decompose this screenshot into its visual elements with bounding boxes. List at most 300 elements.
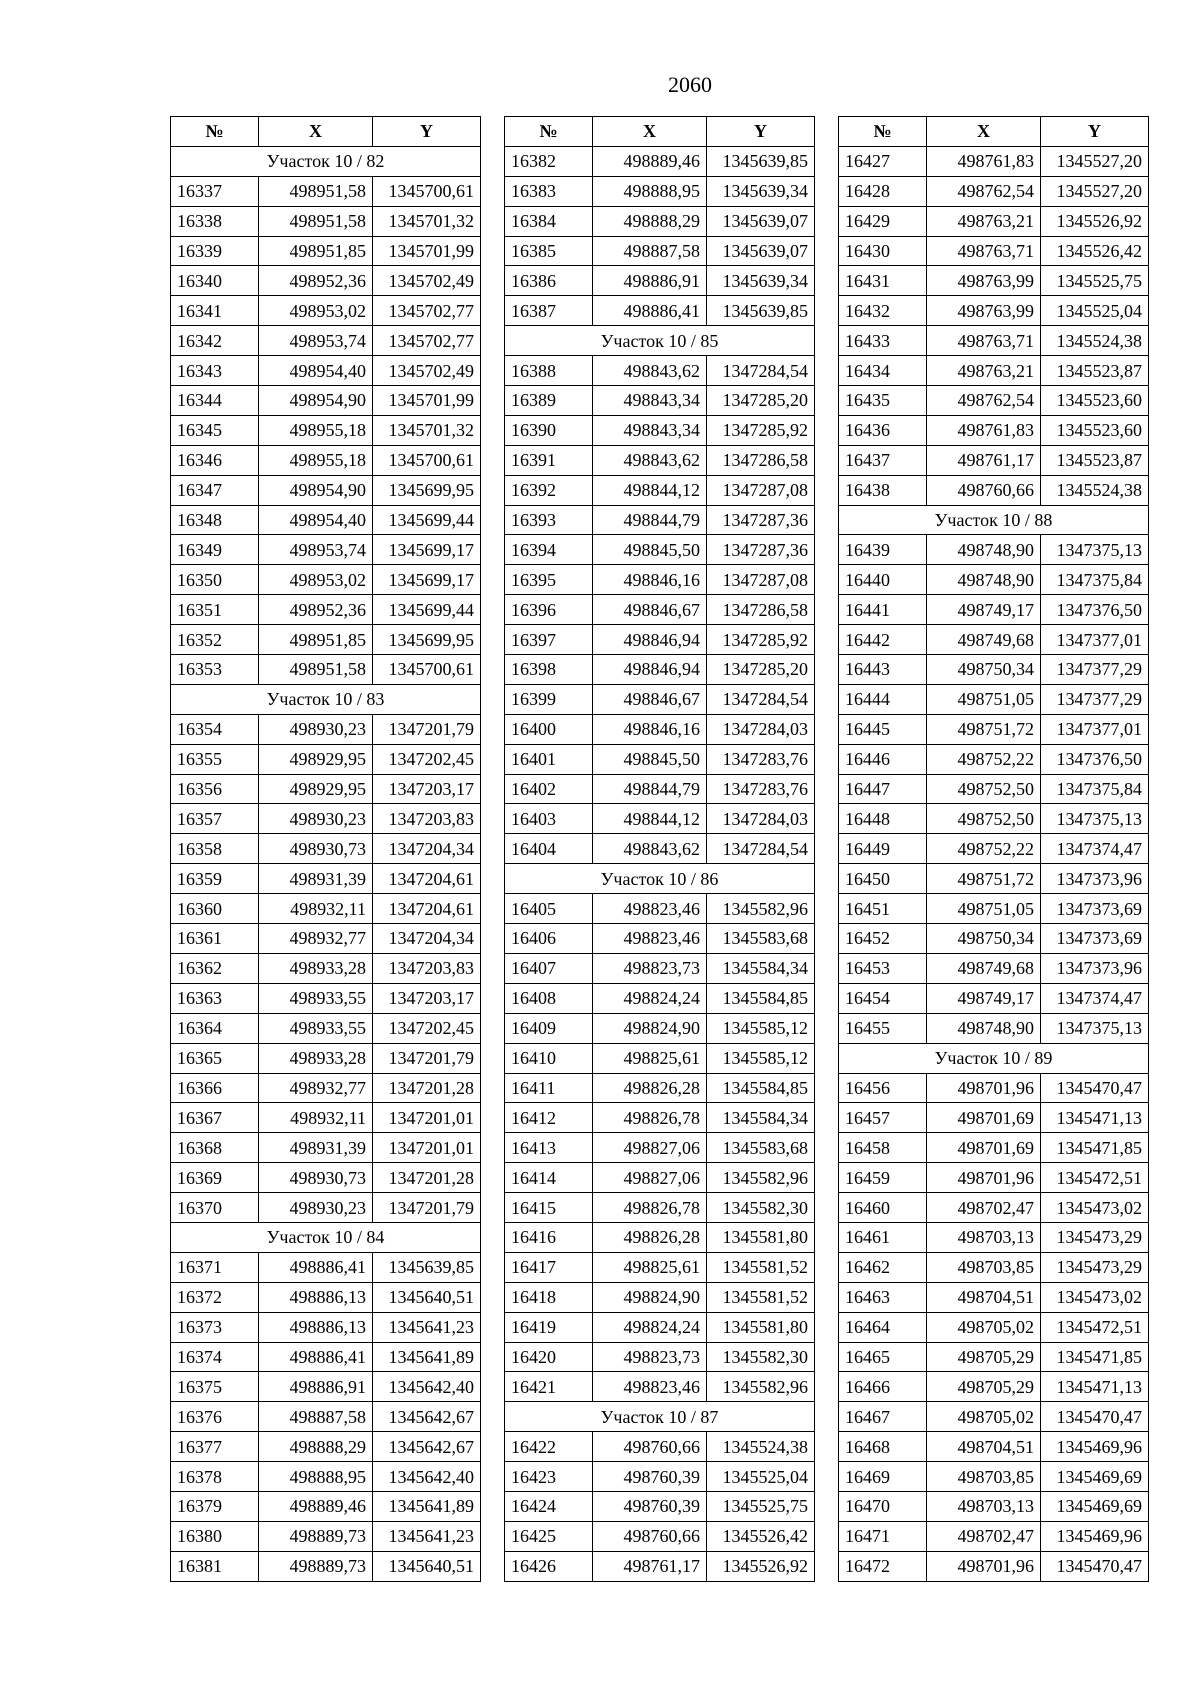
table-row: [839, 326, 1149, 356]
x-cell: 498750,34: [927, 924, 1041, 954]
table-row: [171, 505, 481, 535]
y-cell: 1345584,85: [707, 983, 815, 1013]
x-cell: 498843,62: [593, 356, 707, 386]
x-cell: 498886,91: [593, 266, 707, 296]
table-row: [839, 625, 1149, 655]
y-cell: 1345582,96: [707, 1372, 815, 1402]
x-cell: 498954,90: [259, 475, 373, 505]
y-cell: 1345581,80: [707, 1222, 815, 1252]
point-number-cell: 16367: [171, 1103, 259, 1133]
table-row: [839, 1103, 1149, 1133]
page-number: 2060: [668, 72, 712, 97]
x-cell: 498827,06: [593, 1163, 707, 1193]
y-cell: 1347201,79: [373, 1193, 481, 1223]
y-cell: 1345470,47: [1041, 1551, 1149, 1581]
table-row: [171, 1491, 481, 1521]
table-row: [171, 386, 481, 416]
x-cell: 498931,39: [259, 864, 373, 894]
point-number-cell: 16448: [839, 804, 927, 834]
table-row: [171, 894, 481, 924]
table-row: [505, 1432, 815, 1462]
point-number-cell: 16394: [505, 535, 593, 565]
table-row: [839, 1521, 1149, 1551]
table-row: [505, 236, 815, 266]
y-cell: 1345641,89: [373, 1342, 481, 1372]
point-number-cell: 16447: [839, 774, 927, 804]
y-cell: 1345702,49: [373, 356, 481, 386]
coordinate-table-2: [504, 116, 815, 1582]
x-cell: 498843,62: [593, 834, 707, 864]
x-cell: 498751,72: [927, 714, 1041, 744]
y-cell: 1345524,38: [707, 1432, 815, 1462]
table-header-row: [839, 117, 1149, 147]
x-cell: 498889,73: [259, 1551, 373, 1581]
x-cell: 498823,73: [593, 1342, 707, 1372]
y-cell: 1345525,75: [1041, 266, 1149, 296]
point-number-cell: 16424: [505, 1491, 593, 1521]
x-cell: 498844,79: [593, 505, 707, 535]
x-cell: 498760,66: [593, 1432, 707, 1462]
table-row: [505, 774, 815, 804]
table-row: [171, 415, 481, 445]
y-cell: 1345699,17: [373, 565, 481, 595]
table-header-row: [171, 117, 481, 147]
x-cell: 498886,41: [259, 1252, 373, 1282]
table-row: [505, 1462, 815, 1492]
table-row: [505, 386, 815, 416]
y-cell: 1345526,92: [1041, 206, 1149, 236]
x-cell: 498748,90: [927, 1013, 1041, 1043]
x-cell: 498702,47: [927, 1193, 1041, 1223]
x-cell: 498763,99: [927, 296, 1041, 326]
table-row: [171, 1282, 481, 1312]
y-cell: 1345471,85: [1041, 1342, 1149, 1372]
point-number-cell: 16436: [839, 415, 927, 445]
point-number-cell: 16406: [505, 924, 593, 954]
y-cell: 1345702,77: [373, 326, 481, 356]
x-cell: 498824,90: [593, 1282, 707, 1312]
y-cell: 1347375,84: [1041, 565, 1149, 595]
table-row: [839, 684, 1149, 714]
table-row: [171, 774, 481, 804]
point-number-cell: 16387: [505, 296, 593, 326]
table-row: [171, 1462, 481, 1492]
y-cell: 1347374,47: [1041, 834, 1149, 864]
point-number-cell: 16449: [839, 834, 927, 864]
table-row: [505, 595, 815, 625]
y-cell: 1345702,49: [373, 266, 481, 296]
y-cell: 1347284,03: [707, 714, 815, 744]
header-no: №: [171, 117, 259, 147]
point-number-cell: 16388: [505, 356, 593, 386]
y-cell: 1345641,89: [373, 1491, 481, 1521]
x-cell: 498843,34: [593, 386, 707, 416]
table-row: [839, 744, 1149, 774]
point-number-cell: 16470: [839, 1491, 927, 1521]
y-cell: 1347376,50: [1041, 744, 1149, 774]
point-number-cell: 16426: [505, 1551, 593, 1581]
table-row: [839, 834, 1149, 864]
point-number-cell: 16381: [171, 1551, 259, 1581]
y-cell: 1347204,61: [373, 864, 481, 894]
table-row: [171, 445, 481, 475]
x-cell: 498844,12: [593, 475, 707, 505]
x-cell: 498887,58: [593, 236, 707, 266]
point-number-cell: 16425: [505, 1521, 593, 1551]
point-number-cell: 16457: [839, 1103, 927, 1133]
table-row: [171, 744, 481, 774]
y-cell: 1345469,96: [1041, 1521, 1149, 1551]
y-cell: 1345642,67: [373, 1432, 481, 1462]
point-number-cell: 16414: [505, 1163, 593, 1193]
point-number-cell: 16405: [505, 894, 593, 924]
y-cell: 1347203,17: [373, 774, 481, 804]
table-row: [839, 1402, 1149, 1432]
x-cell: 498846,94: [593, 655, 707, 685]
y-cell: 1347373,96: [1041, 864, 1149, 894]
point-number-cell: 16456: [839, 1073, 927, 1103]
y-cell: 1345699,44: [373, 505, 481, 535]
table-row: [505, 146, 815, 176]
table-row: [839, 953, 1149, 983]
x-cell: 498953,74: [259, 326, 373, 356]
table-row: [839, 1491, 1149, 1521]
x-cell: 498886,13: [259, 1312, 373, 1342]
section-title: Участок 10 / 89: [839, 1043, 1149, 1073]
table-row: [505, 1342, 815, 1372]
table-row: [171, 176, 481, 206]
y-cell: 1345525,75: [707, 1491, 815, 1521]
y-cell: 1345583,68: [707, 1133, 815, 1163]
table-row: [839, 1163, 1149, 1193]
x-cell: 498930,23: [259, 1193, 373, 1223]
point-number-cell: 16404: [505, 834, 593, 864]
x-cell: 498951,58: [259, 206, 373, 236]
x-cell: 498930,73: [259, 834, 373, 864]
point-number-cell: 16375: [171, 1372, 259, 1402]
x-cell: 498749,17: [927, 595, 1041, 625]
point-number-cell: 16343: [171, 356, 259, 386]
point-number-cell: 16351: [171, 595, 259, 625]
point-number-cell: 16437: [839, 445, 927, 475]
section-row: [171, 1222, 481, 1252]
point-number-cell: 16342: [171, 326, 259, 356]
point-number-cell: 16357: [171, 804, 259, 834]
x-cell: 498888,29: [593, 206, 707, 236]
section-title: Участок 10 / 87: [505, 1402, 815, 1432]
x-cell: 498951,85: [259, 236, 373, 266]
point-number-cell: 16368: [171, 1133, 259, 1163]
x-cell: 498844,12: [593, 804, 707, 834]
y-cell: 1347286,58: [707, 445, 815, 475]
y-cell: 1347287,08: [707, 565, 815, 595]
x-cell: 498749,68: [927, 625, 1041, 655]
table-row: [505, 415, 815, 445]
table-row: [839, 1342, 1149, 1372]
y-cell: 1347373,96: [1041, 953, 1149, 983]
y-cell: 1347201,01: [373, 1103, 481, 1133]
point-number-cell: 16396: [505, 595, 593, 625]
x-cell: 498930,23: [259, 714, 373, 744]
table-row: [505, 684, 815, 714]
y-cell: 1347377,29: [1041, 655, 1149, 685]
y-cell: 1345525,04: [707, 1462, 815, 1492]
point-number-cell: 16410: [505, 1043, 593, 1073]
point-number-cell: 16450: [839, 864, 927, 894]
x-cell: 498888,29: [259, 1432, 373, 1462]
x-cell: 498826,78: [593, 1103, 707, 1133]
table-row: [171, 1551, 481, 1581]
section-title: Участок 10 / 82: [171, 146, 481, 176]
y-cell: 1345582,96: [707, 894, 815, 924]
point-number-cell: 16464: [839, 1312, 927, 1342]
point-number-cell: 16439: [839, 535, 927, 565]
point-number-cell: 16465: [839, 1342, 927, 1372]
table-row: [505, 266, 815, 296]
point-number-cell: 16412: [505, 1103, 593, 1133]
point-number-cell: 16365: [171, 1043, 259, 1073]
x-cell: 498761,83: [927, 146, 1041, 176]
point-number-cell: 16472: [839, 1551, 927, 1581]
x-cell: 498886,41: [259, 1342, 373, 1372]
y-cell: 1345527,20: [1041, 176, 1149, 206]
y-cell: 1347377,29: [1041, 684, 1149, 714]
y-cell: 1345702,77: [373, 296, 481, 326]
point-number-cell: 16441: [839, 595, 927, 625]
y-cell: 1347287,36: [707, 535, 815, 565]
y-cell: 1345699,44: [373, 595, 481, 625]
x-cell: 498846,67: [593, 684, 707, 714]
point-number-cell: 16366: [171, 1073, 259, 1103]
section-title: Участок 10 / 88: [839, 505, 1149, 535]
y-cell: 1345470,47: [1041, 1073, 1149, 1103]
x-cell: 498846,94: [593, 625, 707, 655]
y-cell: 1347201,79: [373, 714, 481, 744]
table-row: [171, 1252, 481, 1282]
table-row: [839, 1282, 1149, 1312]
y-cell: 1345642,40: [373, 1462, 481, 1492]
table-row: [505, 1252, 815, 1282]
table-row: [505, 475, 815, 505]
table-row: [839, 1551, 1149, 1581]
table-row: [505, 1043, 815, 1073]
y-cell: 1345700,61: [373, 655, 481, 685]
table-row: [171, 924, 481, 954]
y-cell: 1345471,13: [1041, 1372, 1149, 1402]
x-cell: 498952,36: [259, 595, 373, 625]
table-row: [839, 1462, 1149, 1492]
y-cell: 1347283,76: [707, 744, 815, 774]
table-row: [171, 1103, 481, 1133]
point-number-cell: 16395: [505, 565, 593, 595]
point-number-cell: 16401: [505, 744, 593, 774]
y-cell: 1347283,76: [707, 774, 815, 804]
x-cell: 498888,95: [593, 176, 707, 206]
table-row: [505, 445, 815, 475]
y-cell: 1347377,01: [1041, 625, 1149, 655]
table-row: [839, 983, 1149, 1013]
table-row: [171, 714, 481, 744]
table-row: [839, 535, 1149, 565]
y-cell: 1347375,84: [1041, 774, 1149, 804]
point-number-cell: 16407: [505, 953, 593, 983]
x-cell: 498826,28: [593, 1222, 707, 1252]
y-cell: 1345469,69: [1041, 1491, 1149, 1521]
y-cell: 1345526,92: [707, 1551, 815, 1581]
section-row: [839, 505, 1149, 535]
x-cell: 498703,13: [927, 1491, 1041, 1521]
table-row: [505, 1013, 815, 1043]
y-cell: 1345582,30: [707, 1193, 815, 1223]
point-number-cell: 16382: [505, 146, 593, 176]
y-cell: 1345701,32: [373, 206, 481, 236]
y-cell: 1347201,01: [373, 1133, 481, 1163]
x-cell: 498704,51: [927, 1432, 1041, 1462]
point-number-cell: 16353: [171, 655, 259, 685]
table-row: [505, 1073, 815, 1103]
x-cell: 498827,06: [593, 1133, 707, 1163]
x-cell: 498763,21: [927, 206, 1041, 236]
point-number-cell: 16421: [505, 1372, 593, 1402]
x-cell: 498824,24: [593, 983, 707, 1013]
y-cell: 1347374,47: [1041, 983, 1149, 1013]
x-cell: 498761,17: [593, 1551, 707, 1581]
y-cell: 1347375,13: [1041, 535, 1149, 565]
x-cell: 498705,02: [927, 1402, 1041, 1432]
x-cell: 498889,46: [259, 1491, 373, 1521]
y-cell: 1347284,03: [707, 804, 815, 834]
y-cell: 1345639,85: [707, 296, 815, 326]
y-cell: 1347285,20: [707, 655, 815, 685]
point-number-cell: 16459: [839, 1163, 927, 1193]
table-row: [171, 953, 481, 983]
x-cell: 498701,96: [927, 1163, 1041, 1193]
x-cell: 498752,50: [927, 804, 1041, 834]
y-cell: 1345523,60: [1041, 386, 1149, 416]
x-cell: 498954,40: [259, 356, 373, 386]
table-row: [839, 1432, 1149, 1462]
x-cell: 498760,39: [593, 1491, 707, 1521]
point-number-cell: 16337: [171, 176, 259, 206]
point-number-cell: 16415: [505, 1193, 593, 1223]
section-row: [839, 1043, 1149, 1073]
section-title: Участок 10 / 86: [505, 864, 815, 894]
table-row: [839, 1252, 1149, 1282]
x-cell: 498823,73: [593, 953, 707, 983]
x-cell: 498931,39: [259, 1133, 373, 1163]
point-number-cell: 16369: [171, 1163, 259, 1193]
point-number-cell: 16392: [505, 475, 593, 505]
point-number-cell: 16454: [839, 983, 927, 1013]
y-cell: 1345585,12: [707, 1013, 815, 1043]
x-cell: 498823,46: [593, 924, 707, 954]
point-number-cell: 16420: [505, 1342, 593, 1372]
point-number-cell: 16363: [171, 983, 259, 1013]
y-cell: 1347204,34: [373, 834, 481, 864]
point-number-cell: 16469: [839, 1462, 927, 1492]
point-number-cell: 16378: [171, 1462, 259, 1492]
point-number-cell: 16453: [839, 953, 927, 983]
y-cell: 1345472,51: [1041, 1163, 1149, 1193]
y-cell: 1347201,79: [373, 1043, 481, 1073]
x-cell: 498955,18: [259, 415, 373, 445]
table-row: [171, 983, 481, 1013]
y-cell: 1347204,61: [373, 894, 481, 924]
point-number-cell: 16358: [171, 834, 259, 864]
x-cell: 498886,91: [259, 1372, 373, 1402]
section-row: [171, 146, 481, 176]
table-row: [839, 864, 1149, 894]
table-row: [839, 386, 1149, 416]
point-number-cell: 16346: [171, 445, 259, 475]
point-number-cell: 16362: [171, 953, 259, 983]
y-cell: 1345524,38: [1041, 475, 1149, 505]
x-cell: 498763,71: [927, 326, 1041, 356]
point-number-cell: 16344: [171, 386, 259, 416]
table-row: [839, 296, 1149, 326]
table-row: [505, 535, 815, 565]
table-row: [839, 1312, 1149, 1342]
table-row: [505, 176, 815, 206]
point-number-cell: 16377: [171, 1432, 259, 1462]
point-number-cell: 16397: [505, 625, 593, 655]
point-number-cell: 16383: [505, 176, 593, 206]
table-row: [171, 1312, 481, 1342]
table-row: [839, 356, 1149, 386]
x-cell: 498888,95: [259, 1462, 373, 1492]
point-number-cell: 16445: [839, 714, 927, 744]
y-cell: 1345469,96: [1041, 1432, 1149, 1462]
x-cell: 498825,61: [593, 1043, 707, 1073]
point-number-cell: 16432: [839, 296, 927, 326]
table-row: [839, 1222, 1149, 1252]
point-number-cell: 16389: [505, 386, 593, 416]
table-row: [505, 983, 815, 1013]
header-y: Y: [1041, 117, 1149, 147]
point-number-cell: 16411: [505, 1073, 593, 1103]
x-cell: 498751,05: [927, 684, 1041, 714]
table-row: [505, 894, 815, 924]
point-number-cell: 16423: [505, 1462, 593, 1492]
y-cell: 1347375,13: [1041, 1013, 1149, 1043]
point-number-cell: 16446: [839, 744, 927, 774]
x-cell: 498701,69: [927, 1103, 1041, 1133]
point-number-cell: 16462: [839, 1252, 927, 1282]
y-cell: 1345700,61: [373, 176, 481, 206]
x-cell: 498933,28: [259, 953, 373, 983]
point-number-cell: 16355: [171, 744, 259, 774]
table-row: [505, 1491, 815, 1521]
table-row: [505, 1103, 815, 1133]
y-cell: 1345641,23: [373, 1521, 481, 1551]
section-title: Участок 10 / 85: [505, 326, 815, 356]
x-cell: 498845,50: [593, 744, 707, 774]
x-cell: 498933,55: [259, 983, 373, 1013]
point-number-cell: 16398: [505, 655, 593, 685]
y-cell: 1345523,87: [1041, 445, 1149, 475]
y-cell: 1345473,02: [1041, 1282, 1149, 1312]
x-cell: 498933,28: [259, 1043, 373, 1073]
point-number-cell: 16338: [171, 206, 259, 236]
point-number-cell: 16409: [505, 1013, 593, 1043]
y-cell: 1345699,95: [373, 475, 481, 505]
table-row: [171, 475, 481, 505]
y-cell: 1345526,42: [1041, 236, 1149, 266]
x-cell: 498702,47: [927, 1521, 1041, 1551]
x-cell: 498760,66: [927, 475, 1041, 505]
point-number-cell: 16359: [171, 864, 259, 894]
x-cell: 498763,21: [927, 356, 1041, 386]
